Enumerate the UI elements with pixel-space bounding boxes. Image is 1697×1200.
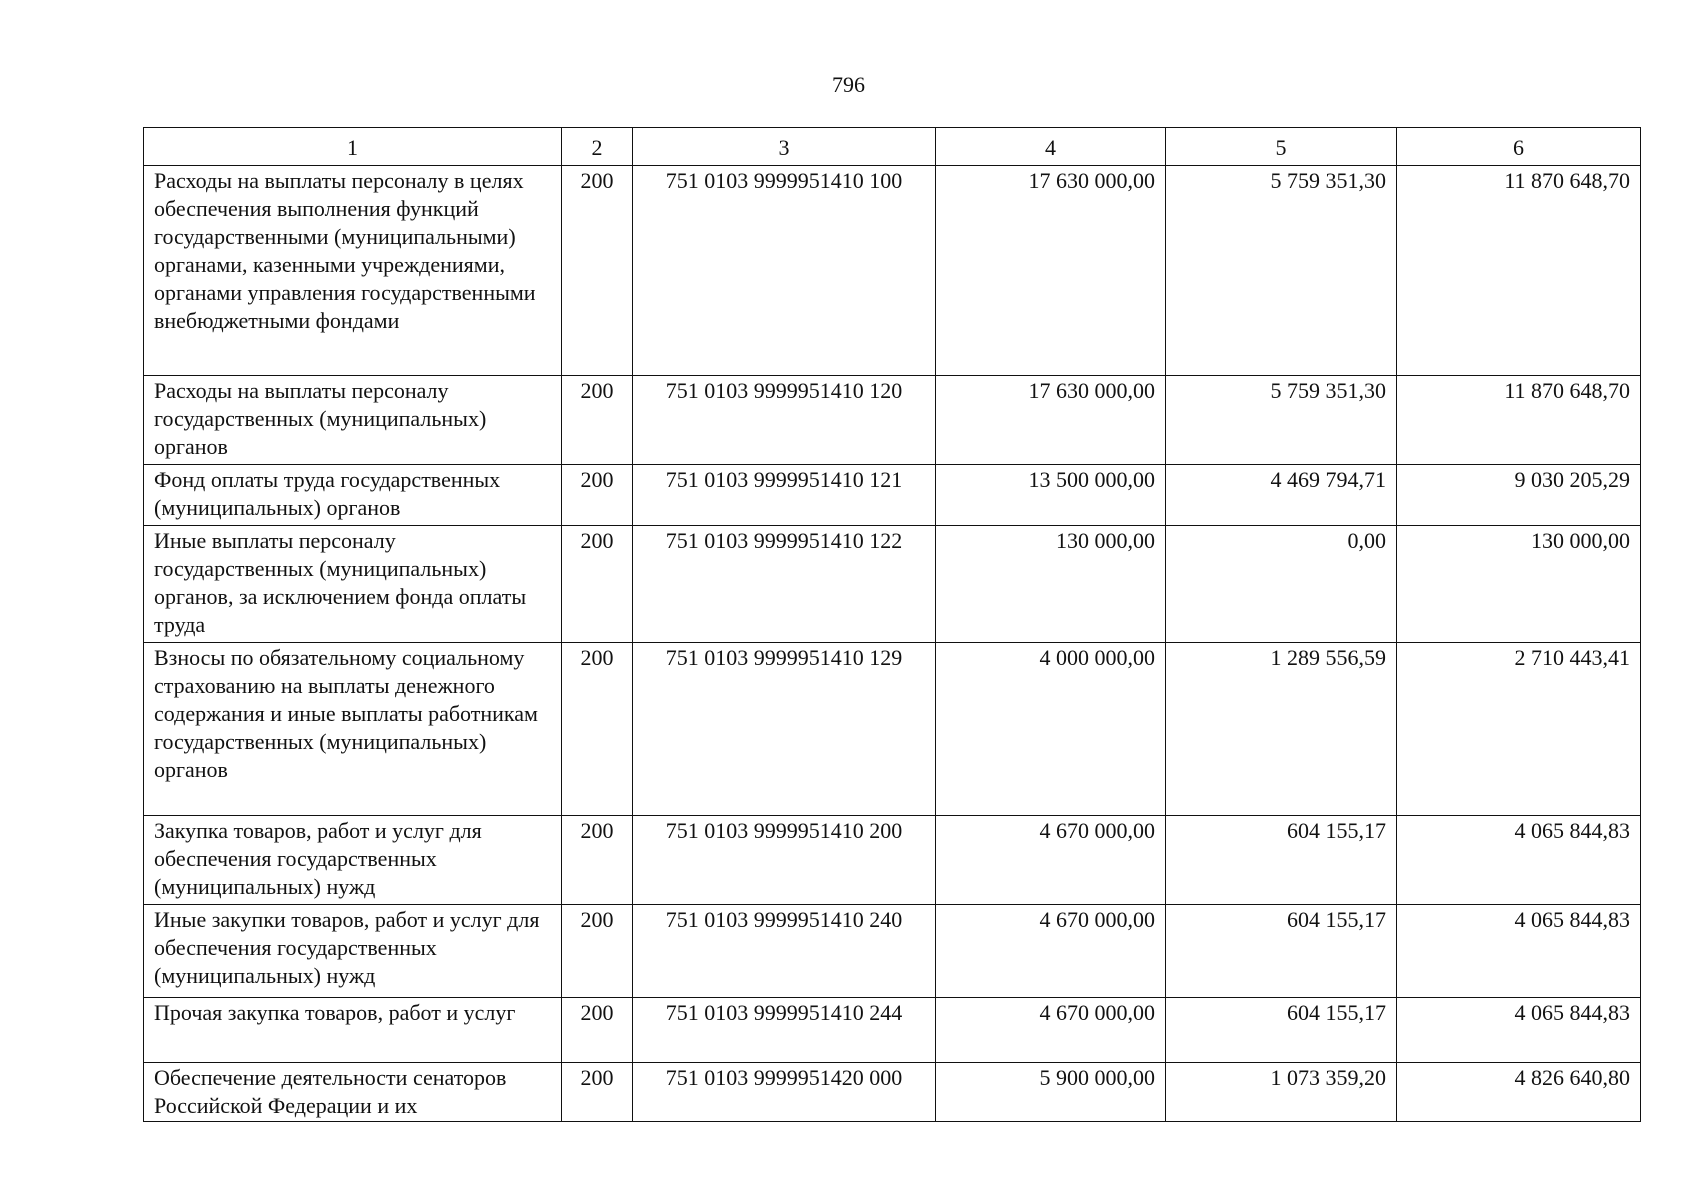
line-code-cell: 200 <box>562 166 633 376</box>
column-header: 5 <box>1166 128 1397 166</box>
executed-amount-cell: 604 155,17 <box>1166 905 1397 998</box>
table-row <box>144 465 1641 526</box>
approved-amount-cell: 17 630 000,00 <box>936 166 1166 376</box>
remaining-amount-cell: 4 065 844,83 <box>1397 905 1641 998</box>
approved-amount-cell: 4 670 000,00 <box>936 905 1166 998</box>
expense-name-cell: Фонд оплаты труда государственных (муниципальных) органов <box>144 465 562 526</box>
approved-amount-cell: 4 670 000,00 <box>936 998 1166 1063</box>
remaining-amount-cell: 4 065 844,83 <box>1397 998 1641 1063</box>
approved-amount-cell: 4 670 000,00 <box>936 816 1166 905</box>
table-row <box>144 998 1641 1063</box>
executed-amount-cell: 604 155,17 <box>1166 816 1397 905</box>
budget-code-cell: 751 0103 9999951410 129 <box>633 643 936 816</box>
column-header: 3 <box>633 128 936 166</box>
budget-code-cell: 751 0103 9999951410 200 <box>633 816 936 905</box>
budget-code-cell: 751 0103 9999951410 120 <box>633 376 936 465</box>
approved-amount-cell: 13 500 000,00 <box>936 465 1166 526</box>
table-row <box>144 376 1641 465</box>
expense-name-cell: Иные закупки товаров, работ и услуг для обеспечения государственных (муниципальных) нужд <box>144 905 562 998</box>
line-code-cell: 200 <box>562 526 633 643</box>
line-code-cell: 200 <box>562 643 633 816</box>
budget-table <box>143 127 1641 1122</box>
table-row <box>144 526 1641 643</box>
table-body <box>144 166 1641 1122</box>
expense-name-cell: Прочая закупка товаров, работ и услуг <box>144 998 562 1063</box>
column-header: 1 <box>144 128 562 166</box>
column-header: 6 <box>1397 128 1641 166</box>
executed-amount-cell: 1 073 359,20 <box>1166 1063 1397 1122</box>
line-code-cell: 200 <box>562 905 633 998</box>
budget-code-cell: 751 0103 9999951410 121 <box>633 465 936 526</box>
remaining-amount-cell: 11 870 648,70 <box>1397 166 1641 376</box>
expense-name-cell: Обеспечение деятельности сенаторов Российской Федерации и их <box>144 1063 562 1122</box>
budget-code-cell: 751 0103 9999951410 240 <box>633 905 936 998</box>
approved-amount-cell: 4 000 000,00 <box>936 643 1166 816</box>
remaining-amount-cell: 2 710 443,41 <box>1397 643 1641 816</box>
page-number: 796 <box>832 72 865 97</box>
header-row <box>144 128 1641 166</box>
line-code-cell: 200 <box>562 1063 633 1122</box>
remaining-amount-cell: 11 870 648,70 <box>1397 376 1641 465</box>
budget-code-cell: 751 0103 9999951410 122 <box>633 526 936 643</box>
executed-amount-cell: 5 759 351,30 <box>1166 376 1397 465</box>
budget-code-cell: 751 0103 9999951420 000 <box>633 1063 936 1122</box>
executed-amount-cell: 604 155,17 <box>1166 998 1397 1063</box>
expense-name-cell: Взносы по обязательному социальному страхованию на выплаты денежного содержания и иные выплаты работникам государственных (муниципальных) органов <box>144 643 562 816</box>
remaining-amount-cell: 4 065 844,83 <box>1397 816 1641 905</box>
approved-amount-cell: 5 900 000,00 <box>936 1063 1166 1122</box>
column-header: 4 <box>936 128 1166 166</box>
line-code-cell: 200 <box>562 816 633 905</box>
executed-amount-cell: 0,00 <box>1166 526 1397 643</box>
executed-amount-cell: 4 469 794,71 <box>1166 465 1397 526</box>
table-row <box>144 1063 1641 1122</box>
line-code-cell: 200 <box>562 465 633 526</box>
remaining-amount-cell: 4 826 640,80 <box>1397 1063 1641 1122</box>
table-header <box>144 128 1641 166</box>
budget-code-cell: 751 0103 9999951410 244 <box>633 998 936 1063</box>
expense-name-cell: Закупка товаров, работ и услуг для обеспечения государственных (муниципальных) нужд <box>144 816 562 905</box>
budget-code-cell: 751 0103 9999951410 100 <box>633 166 936 376</box>
expense-name-cell: Иные выплаты персоналу государственных (муниципальных) органов, за исключением фонда оплаты труда <box>144 526 562 643</box>
remaining-amount-cell: 130 000,00 <box>1397 526 1641 643</box>
expense-name-cell: Расходы на выплаты персоналу в целях обеспечения выполнения функций государственными (муниципальными) органами, казенными учреждениями, органами управления государственными внебюджетными фондами <box>144 166 562 376</box>
remaining-amount-cell: 9 030 205,29 <box>1397 465 1641 526</box>
line-code-cell: 200 <box>562 998 633 1063</box>
line-code-cell: 200 <box>562 376 633 465</box>
column-header: 2 <box>562 128 633 166</box>
executed-amount-cell: 1 289 556,59 <box>1166 643 1397 816</box>
table-row <box>144 643 1641 816</box>
table-row <box>144 166 1641 376</box>
expense-name-cell: Расходы на выплаты персоналу государственных (муниципальных) органов <box>144 376 562 465</box>
table-row <box>144 816 1641 905</box>
approved-amount-cell: 17 630 000,00 <box>936 376 1166 465</box>
approved-amount-cell: 130 000,00 <box>936 526 1166 643</box>
table-row <box>144 905 1641 998</box>
executed-amount-cell: 5 759 351,30 <box>1166 166 1397 376</box>
